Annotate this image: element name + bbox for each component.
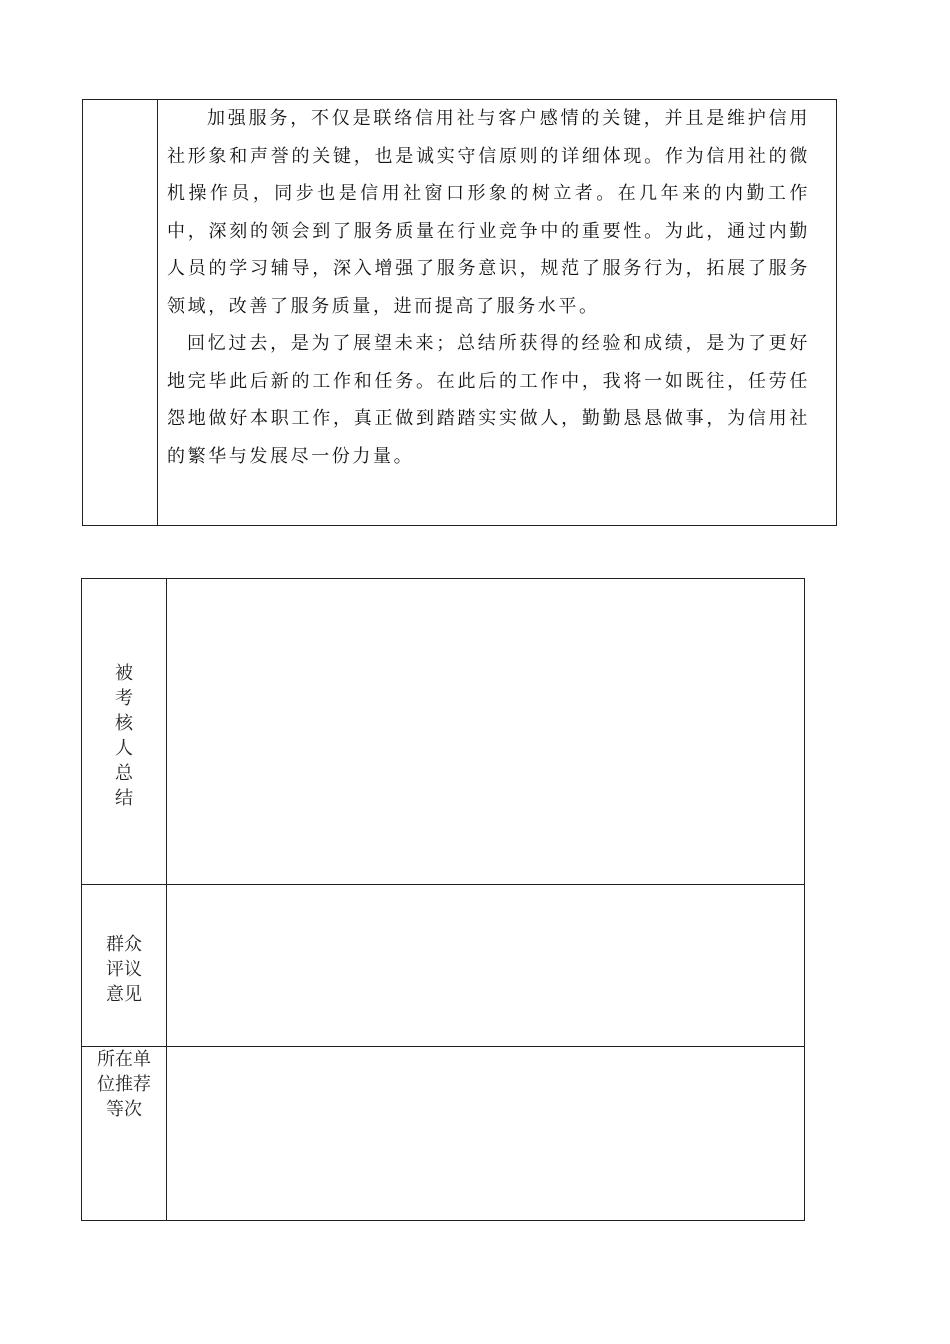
- opinion-row-value-cell: [167, 885, 804, 1046]
- form-row-summary: [82, 579, 804, 885]
- recommend-row-value-cell: [167, 1047, 804, 1221]
- recommend-row-label: 所在单 位推荐 等次: [97, 1049, 151, 1120]
- summary-content-cell: [167, 100, 810, 475]
- summary-table: [82, 99, 837, 526]
- opinion-row-label: 群众 评议 意见: [106, 934, 142, 1005]
- summary-row-label-cell: [82, 579, 167, 884]
- evaluation-form-table: [81, 578, 805, 1221]
- summary-paragraph-1: 加强服务，不仅是联络信用社与客户感情的关键，并且是维护信用社形象和声誉的关键，也是诚实守信原则的详细体现。作为信用社的微机操作员，同步也是信用社窗口形象的树立者。在几年来的内勤工作中，深刻的领会到了服务质量在行业竞争中的重要性。为此，通过内勤人员的学习辅导，深入增强了服务意识，规范了服务行为，拓展了服务领域，改善了服务质量，进而提高了服务水平。: [167, 108, 810, 317]
- summary-row-label: 被 考 核 人 总 结: [115, 663, 133, 809]
- form-row-opinion: [82, 885, 804, 1047]
- summary-paragraph-2: 回忆过去，是为了展望未来；总结所获得的经验和成绩，是为了更好地完毕此后新的工作和任务。在此后的工作中，我将一如既往，任劳任怨地做好本职工作，真正做到踏踏实实做人，勤勤恳恳做事，为信用社的繁华与发展尽一份力量。: [167, 333, 810, 467]
- form-row-recommend: [82, 1047, 804, 1221]
- summary-label-cell: [83, 100, 158, 525]
- opinion-row-label-cell: [82, 885, 167, 1046]
- recommend-row-label-cell: [82, 1047, 167, 1221]
- summary-row-value-cell: [167, 579, 804, 884]
